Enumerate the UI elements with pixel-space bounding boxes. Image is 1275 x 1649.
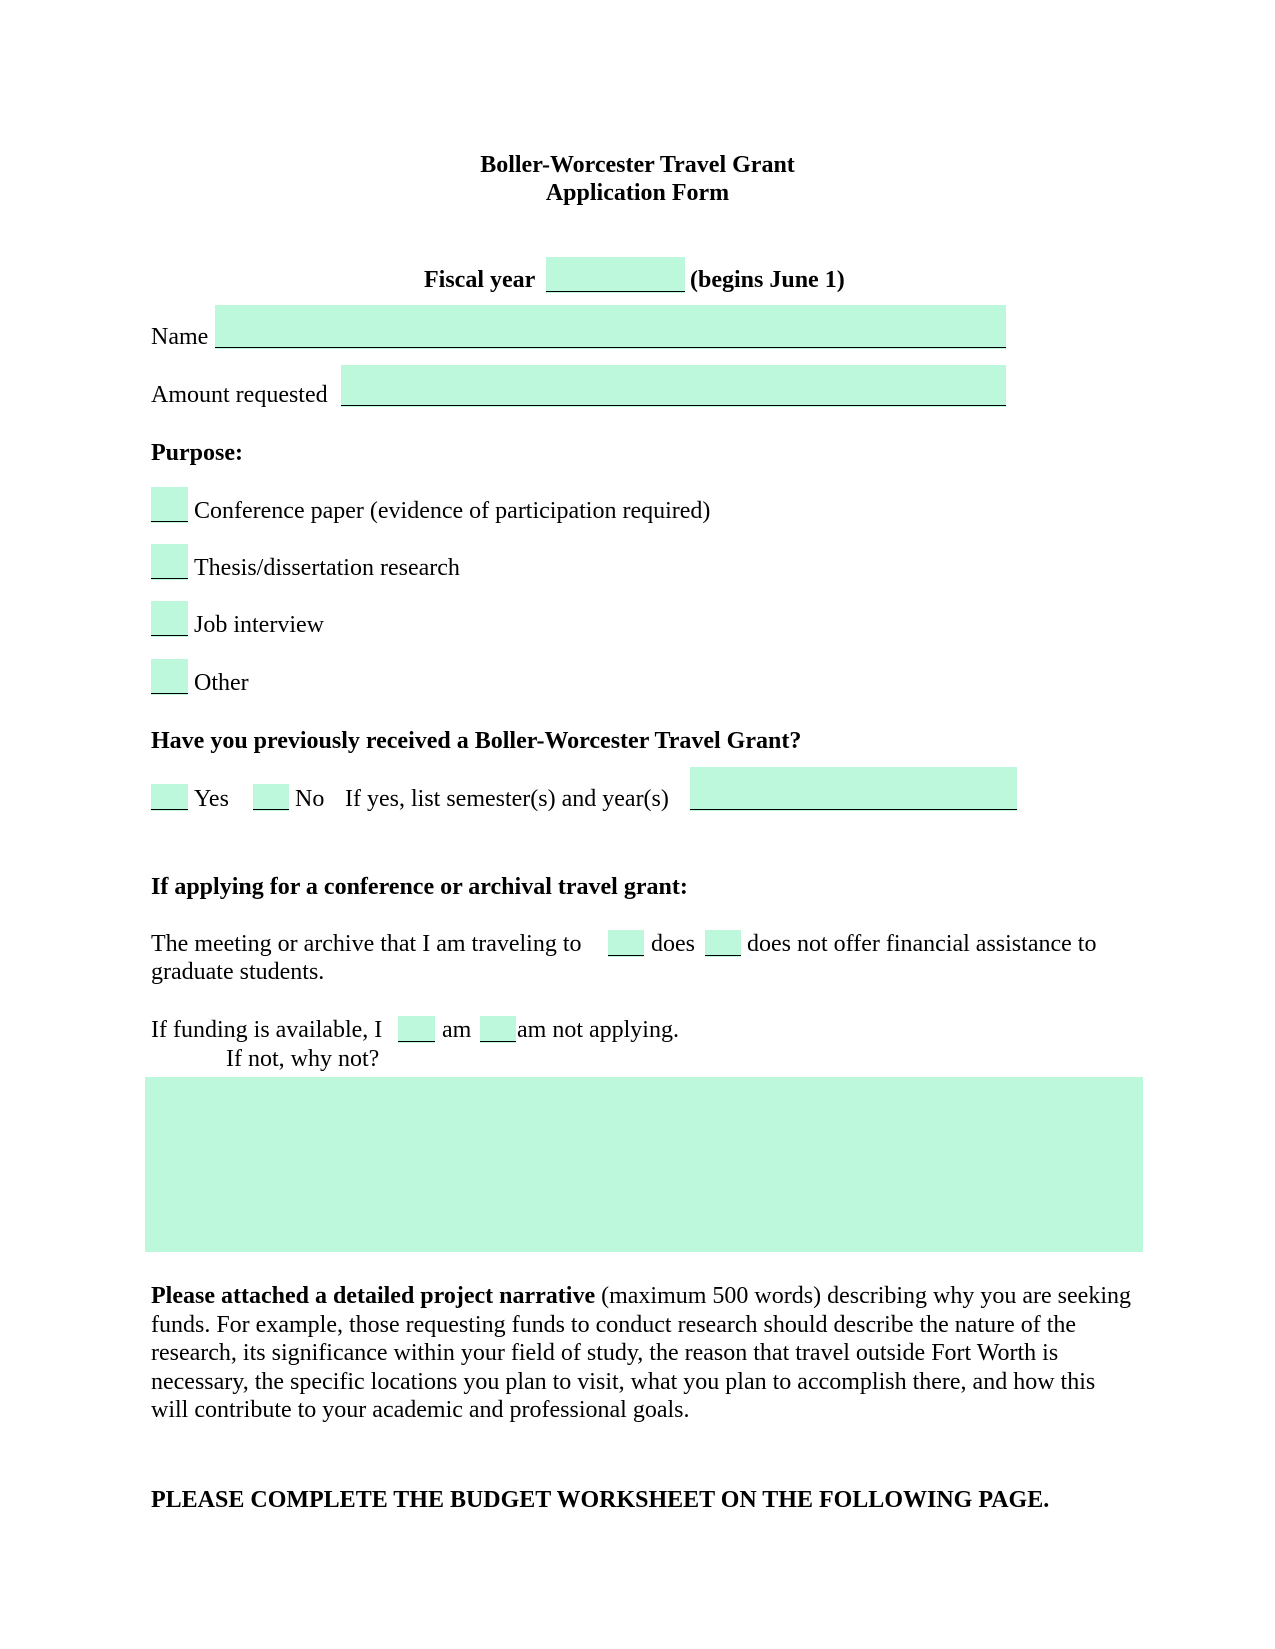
fiscal-year-field[interactable] — [546, 257, 685, 293]
previous-no-label: No — [295, 786, 325, 812]
meeting-statement-line2: graduate students. — [151, 959, 325, 985]
name-field[interactable] — [215, 305, 1006, 349]
purpose-checkbox-other[interactable] — [151, 659, 188, 695]
funding-statement: If funding is available, I — [151, 1017, 383, 1043]
narrative-paragraph — [151, 1282, 1131, 1425]
amount-field[interactable] — [341, 365, 1006, 407]
previous-yes-checkbox[interactable] — [151, 784, 188, 811]
purpose-option-conference: Conference paper (evidence of participation required) — [194, 498, 711, 524]
previous-yes-underline — [151, 809, 188, 810]
fiscal-year-label: Fiscal year — [424, 267, 536, 293]
name-underline — [215, 347, 1006, 348]
name-label: Name — [151, 324, 209, 350]
purpose-checkbox-thesis[interactable] — [151, 544, 188, 580]
previous-semesters-underline — [690, 809, 1017, 810]
previous-grant-question: Have you previously received a Boller-Worcester Travel Grant? — [151, 728, 802, 754]
previous-yes-label: Yes — [194, 786, 229, 812]
why-not-label: If not, why not? — [226, 1046, 380, 1072]
funding-am-label: am — [442, 1017, 472, 1043]
amount-label: Amount requested — [151, 382, 328, 408]
purpose-option-thesis: Thesis/dissertation research — [194, 555, 460, 581]
purpose-option-other: Other — [194, 670, 249, 696]
fiscal-year-note: (begins June 1) — [690, 267, 845, 293]
purpose-checkbox-conference[interactable] — [151, 487, 188, 523]
meeting-does-not-label: does not offer financial assistance to — [747, 931, 1097, 957]
purpose-underline — [151, 635, 188, 636]
meeting-does-underline — [608, 955, 644, 956]
why-not-textarea[interactable] — [145, 1077, 1143, 1252]
previous-semesters-field[interactable] — [690, 767, 1017, 811]
purpose-underline — [151, 693, 188, 694]
funding-am-not-label: am not applying. — [517, 1017, 679, 1043]
funding-am-not-checkbox[interactable] — [480, 1016, 516, 1043]
purpose-underline — [151, 578, 188, 579]
meeting-statement: The meeting or archive that I am traveling to — [151, 931, 582, 957]
funding-am-checkbox[interactable] — [398, 1016, 435, 1043]
previous-no-checkbox[interactable] — [253, 784, 289, 811]
purpose-option-job: Job interview — [194, 612, 324, 638]
budget-worksheet-notice: PLEASE COMPLETE THE BUDGET WORKSHEET ON THE FOLLOWING PAGE. — [151, 1487, 1050, 1513]
narrative-body: (maximum 500 words) describing why you are seeking funds. For example, those requesting funds to conduct research should describe the nature of the research, its significance within your field of study, the reason that travel outside Fort Worth is necessary, the specific locations you plan to visit, what you plan to accomplish there, and how this will contribute to your academic and professional goals. — [151, 1283, 1131, 1423]
previous-list-prompt: If yes, list semester(s) and year(s) — [345, 786, 669, 812]
amount-underline — [341, 405, 1006, 406]
form-title: Boller-Worcester Travel Grant — [480, 152, 795, 178]
purpose-checkbox-job[interactable] — [151, 601, 188, 637]
form-subtitle: Application Form — [545, 180, 730, 206]
conference-heading: If applying for a conference or archival travel grant: — [151, 874, 688, 900]
meeting-does-label: does — [651, 931, 695, 957]
purpose-heading: Purpose: — [151, 440, 243, 466]
meeting-does-not-checkbox[interactable] — [705, 930, 741, 957]
previous-no-underline — [253, 809, 289, 810]
meeting-does-not-underline — [705, 955, 741, 956]
narrative-lead: Please attached a detailed project narrative — [151, 1283, 596, 1309]
purpose-underline — [151, 521, 188, 522]
funding-am-underline — [398, 1041, 435, 1042]
meeting-does-checkbox[interactable] — [608, 930, 644, 957]
fiscal-year-underline — [546, 291, 685, 292]
funding-am-not-underline — [480, 1041, 516, 1042]
